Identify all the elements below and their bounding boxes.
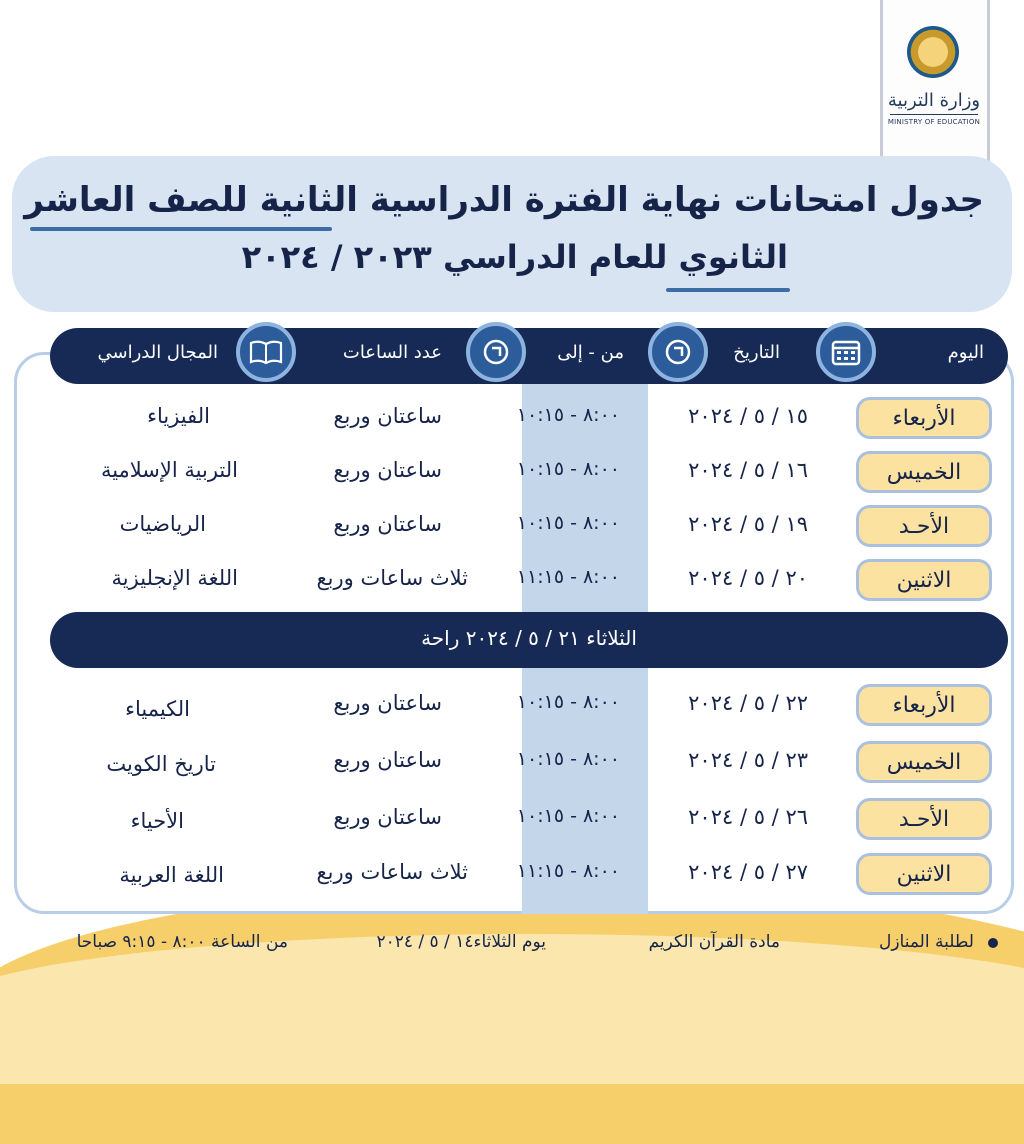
exam-hours: ساعتان وربع [333,512,442,536]
exam-subject: اللغة العربية [119,863,224,887]
exam-date: ١٩ / ٥ / ٢٠٢٤ [688,512,808,536]
exam-date: ٢٣ / ٥ / ٢٠٢٤ [688,748,808,772]
day-pill: الخميس [856,741,992,783]
clock-icon [648,322,708,382]
clock-icon [466,322,526,382]
exam-time: ٨:٠٠ - ١٠:١٥ [516,458,620,480]
exam-subject: تاريخ الكويت [106,752,216,776]
footer-target: لطلبة المنازل [878,932,974,952]
exam-subject: الرياضيات [119,512,206,536]
day-pill: الأربعاء [856,684,992,726]
logo-divider [890,114,978,115]
exam-date: ٢٠ / ٥ / ٢٠٢٤ [688,566,808,590]
day-pill: الأربعاء [856,397,992,439]
exam-hours: ساعتان وربع [333,691,442,715]
exam-date: ٢٦ / ٥ / ٢٠٢٤ [688,805,808,829]
exam-hours: ثلاث ساعات وربع [316,860,468,884]
page-title-line1: جدول امتحانات نهاية الفترة الدراسية الثانية للصف العاشر [24,180,984,220]
rest-day-label: الثلاثاء ٢١ / ٥ / ٢٠٢٤ راحة [421,626,637,650]
header-subject: المجال الدراسي [97,342,218,363]
header-hours: عدد الساعات [342,342,442,363]
exam-date: ٢٢ / ٥ / ٢٠٢٤ [688,691,808,715]
exam-time: ٨:٠٠ - ١١:١٥ [516,566,620,588]
exam-time: ٨:٠٠ - ١٠:١٥ [516,512,620,534]
footer-day: يوم الثلاثاء١٤ / ٥ / ٢٠٢٤ [376,932,546,952]
exam-subject: الأحياء [130,809,184,833]
kuwait-emblem-icon [907,26,959,78]
ministry-name-english: MINISTRY OF EDUCATION [887,118,981,126]
exam-time: ٨:٠٠ - ١٠:١٥ [516,748,620,770]
exam-time: ٨:٠٠ - ١٠:١٥ [516,805,620,827]
exam-subject: الفيزياء [147,404,210,428]
calendar-icon [816,322,876,382]
day-pill: الأحـد [856,798,992,840]
exam-time: ٨:٠٠ - ١١:١٥ [516,860,620,882]
header-day: اليوم [947,342,984,363]
title-underline-1 [30,227,332,231]
day-pill: الاثنين [856,853,992,895]
exam-subject: الكيمياء [125,697,190,721]
footer-subject: مادة القرآن الكريم [648,932,780,952]
header-time: من - إلى [557,342,624,363]
exam-time: ٨:٠٠ - ١٠:١٥ [516,691,620,713]
book-icon [236,322,296,382]
exam-hours: ساعتان وربع [333,404,442,428]
exam-hours: ساعتان وربع [333,748,442,772]
day-pill: الخميس [856,451,992,493]
exam-time: ٨:٠٠ - ١٠:١٥ [516,404,620,426]
exam-subject: التربية الإسلامية [100,458,238,482]
exam-hours: ساعتان وربع [333,458,442,482]
footer-time: من الساعة ٨:٠٠ - ٩:١٥ صباحا [76,932,288,952]
exam-hours: ثلاث ساعات وربع [316,566,468,590]
day-pill: الاثنين [856,559,992,601]
exam-date: ١٦ / ٥ / ٢٠٢٤ [688,458,808,482]
day-pill: الأحـد [856,505,992,547]
ministry-name-arabic: وزارة التربية [887,90,981,111]
exam-date: ١٥ / ٥ / ٢٠٢٤ [688,404,808,428]
background-wave-light [0,934,1024,1084]
page-title-line2: الثانوي للعام الدراسي ٢٠٢٣ / ٢٠٢٤ [241,238,788,276]
title-underline-2 [666,288,790,292]
exam-date: ٢٧ / ٥ / ٢٠٢٤ [688,860,808,884]
exam-subject: اللغة الإنجليزية [111,566,238,590]
footer-bullet [988,938,998,948]
exam-hours: ساعتان وربع [333,805,442,829]
header-date: التاريخ [733,342,780,363]
